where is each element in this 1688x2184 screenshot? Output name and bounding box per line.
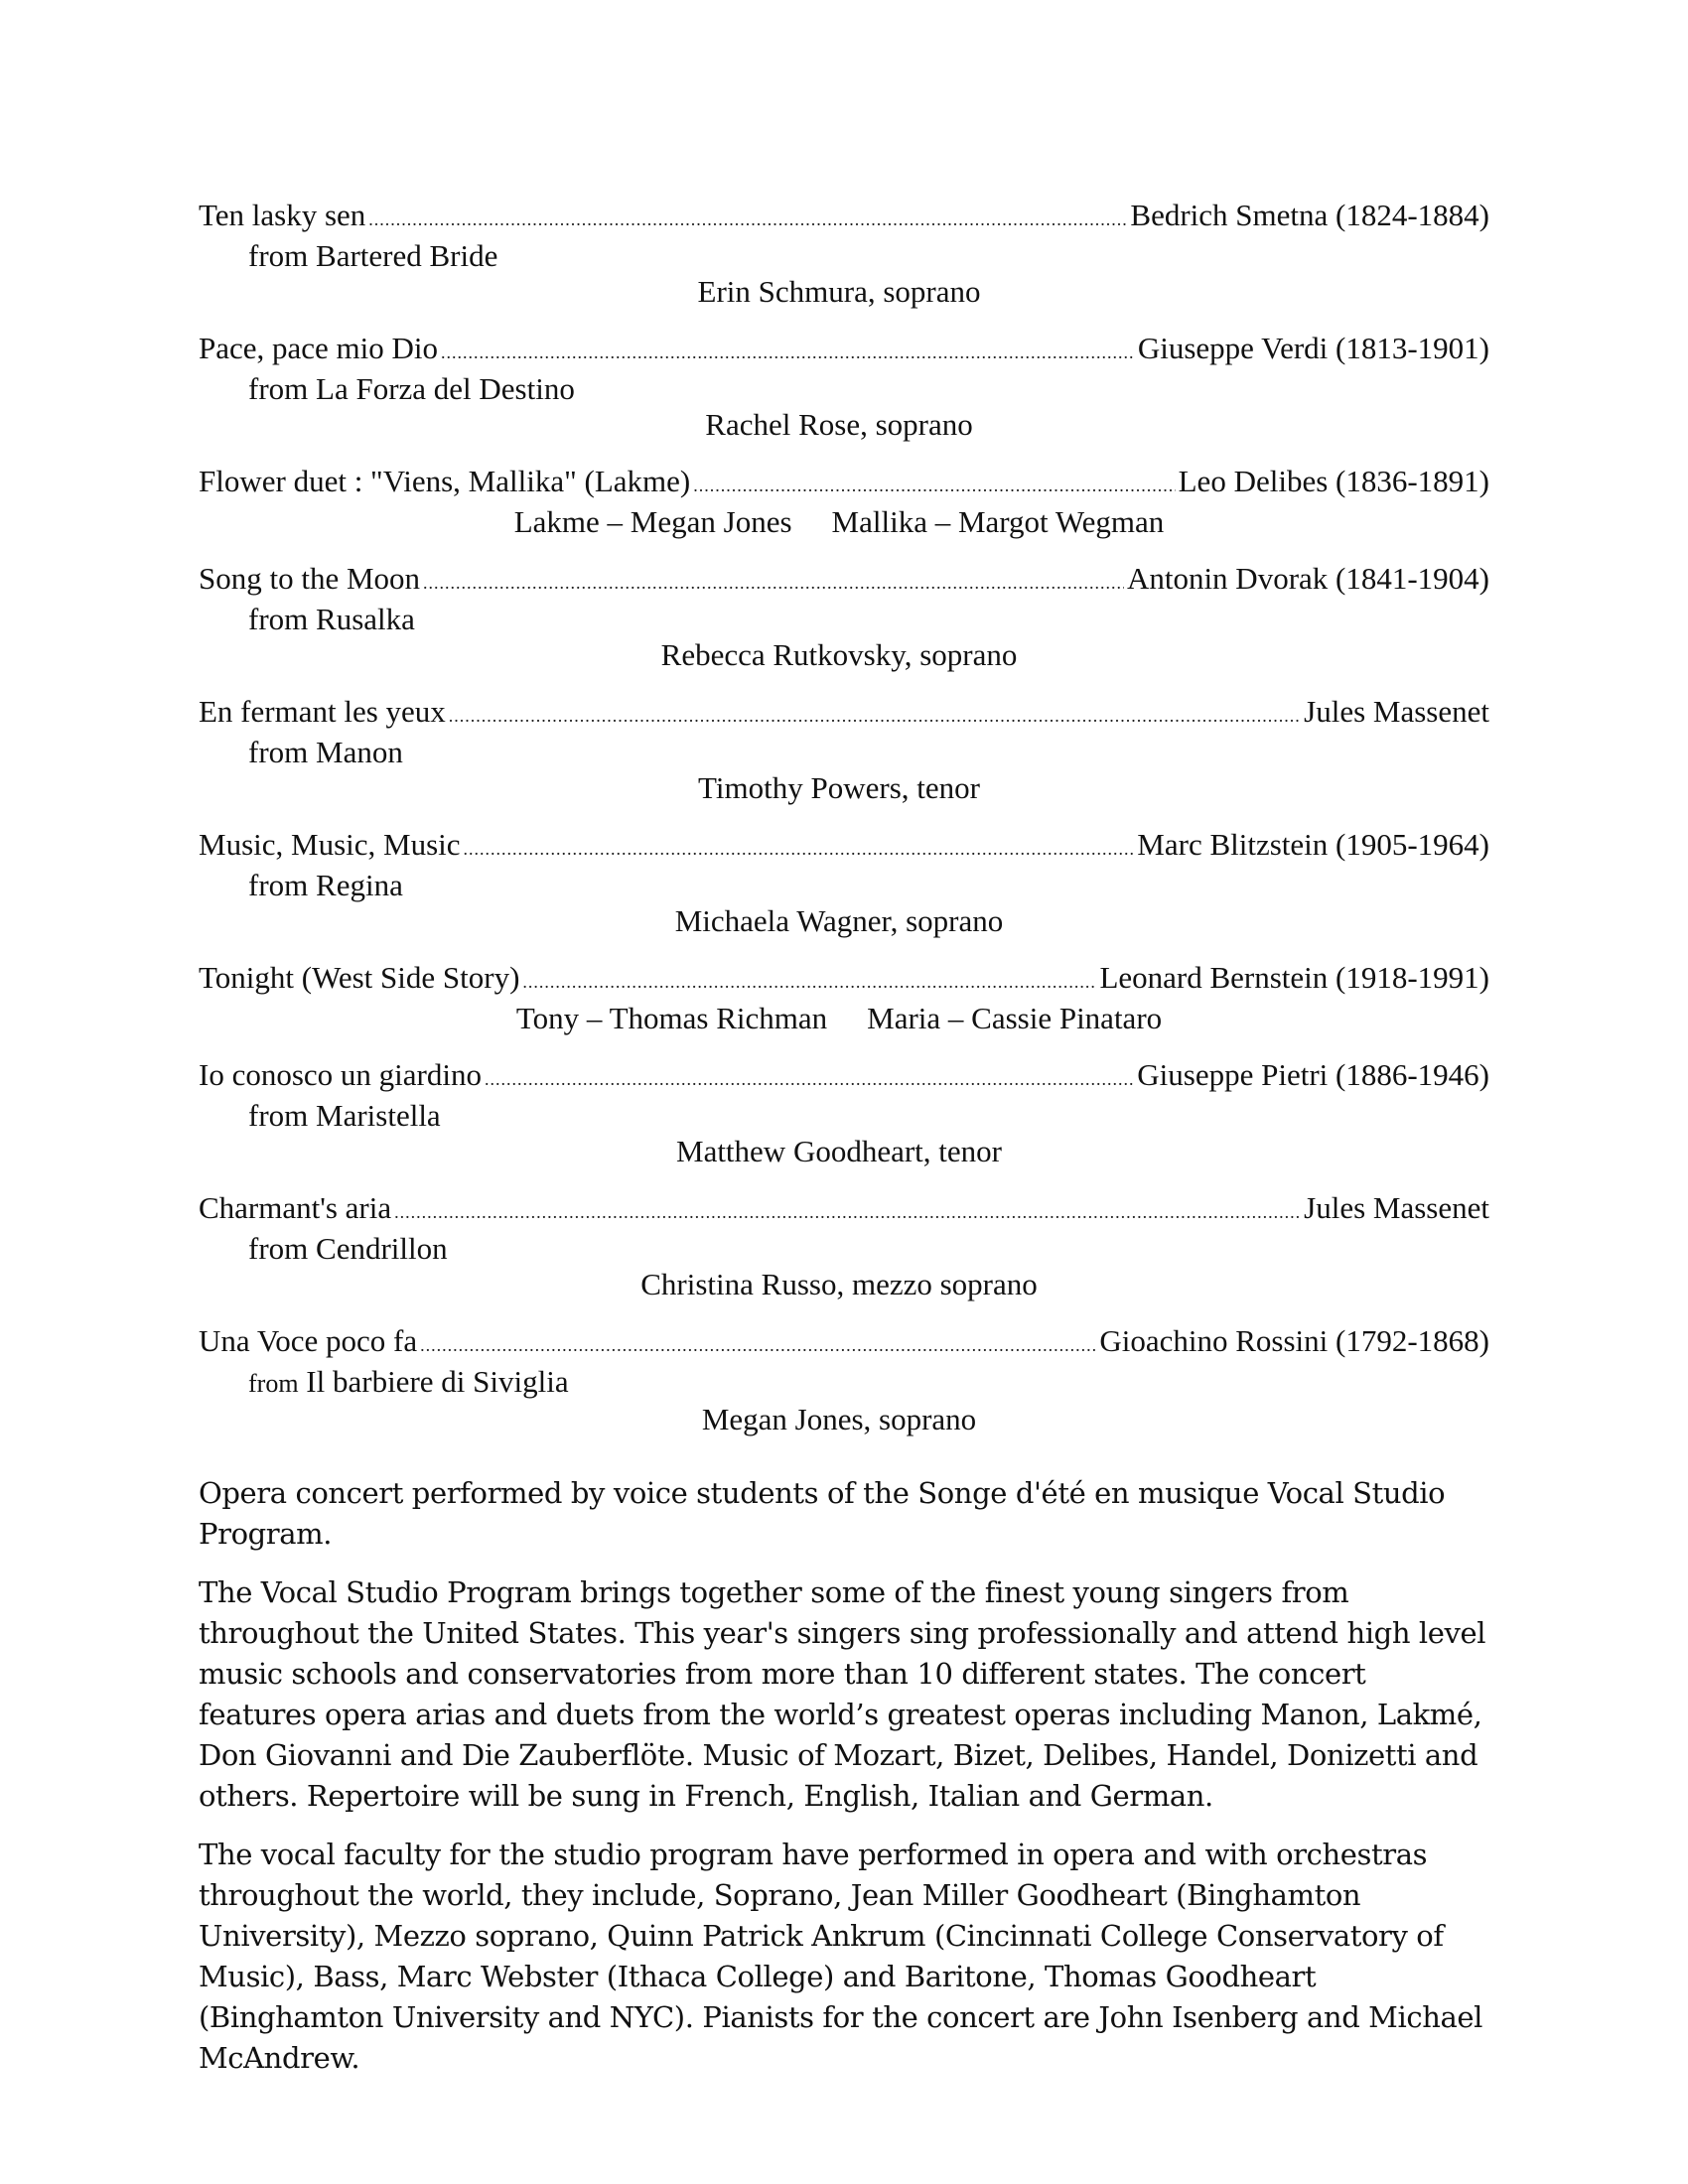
program-entry-line (199, 1189, 1489, 1231)
dot-leader (693, 468, 1175, 504)
source-work-line (199, 238, 1489, 274)
piece-title: Flower duet : "Viens, Mallika" (Lakme) (199, 464, 691, 498)
composer-name: Leonard Bernstein (1918-1991) (1099, 960, 1489, 995)
source-prefix: from (248, 735, 309, 769)
program-entry-line (199, 197, 1489, 238)
notes-paragraph: The Vocal Studio Program brings together some of the finest young singers from throughout the United States. This year's singers sing professionally and attend high level music schools and conservatories from more than 10 different states. The concert features opera arias and duets from the world’s greatest operas including Manon, Lakmé, Don Giovanni and Die Zauberflöte. Music of Mozart, Bizet, Delibes, Handel, Donizetti and others. Repertoire will be sung in French, English, Italian and German. (199, 1575, 1486, 1813)
source-prefix: from (248, 1231, 309, 1266)
source-work-line (199, 868, 1489, 903)
program-entry-line (199, 826, 1489, 868)
source-work: Rusalka (316, 602, 415, 636)
piece-title: Tonight (West Side Story) (199, 960, 520, 995)
performer-name: Erin Schmura, soprano (697, 274, 981, 309)
program-item (199, 1056, 1489, 1169)
dot-leader (464, 831, 1135, 868)
program-entry-line (199, 463, 1489, 504)
role-assignment: Tony – Thomas Richman (515, 1001, 828, 1035)
composer-name: Bedrich Smetna (1824-1884) (1130, 198, 1489, 232)
duet-roles (199, 1001, 1489, 1036)
performer-name: Megan Jones, soprano (701, 1402, 977, 1436)
program-entry-line (199, 959, 1489, 1001)
source-work-line (199, 602, 1489, 637)
dot-leader (485, 1061, 1134, 1098)
performer-name: Christina Russo, mezzo soprano (640, 1267, 1038, 1301)
source-work: Cendrillon (316, 1231, 448, 1266)
program-entry-line (199, 1322, 1489, 1364)
source-work: La Forza del Destino (316, 371, 575, 406)
program-item (199, 826, 1489, 939)
piece-title: Io conosco un giardino (199, 1057, 482, 1092)
composer-name: Leo Delibes (1836-1891) (1178, 464, 1489, 498)
source-prefix: from (248, 1369, 299, 1398)
source-work: Bartered Bride (316, 238, 498, 273)
composer-name: Marc Blitzstein (1905-1964) (1137, 827, 1489, 862)
performer-name: Michaela Wagner, soprano (674, 903, 1004, 938)
piece-title: En fermant les yeux (199, 694, 446, 729)
dot-leader (368, 202, 1127, 238)
role-assignment: Maria – Cassie Pinataro (867, 1001, 1163, 1035)
program-entry-line (199, 693, 1489, 735)
piece-title: Ten lasky sen (199, 198, 366, 232)
composer-name: Jules Massenet (1304, 694, 1489, 729)
source-work: Regina (316, 868, 403, 902)
program-item (199, 330, 1489, 443)
notes-paragraph: The vocal faculty for the studio program have performed in opera and with orchestras throughout the world, they include, Soprano, Jean Miller Goodheart (Binghamton University), Mezzo soprano, Quinn Patrick Ankrum (Cincinnati College Conservatory of Music), Bass, Marc Webster (Ithaca College) and Baritone, Thomas Goodheart (Binghamton University and NYC). Pianists for the concert are John Isenberg and Michael McAndrew. (199, 1838, 1482, 2075)
performer-name: Timothy Powers, tenor (698, 770, 980, 805)
source-work-line (199, 1364, 1489, 1402)
program-page (199, 197, 1489, 2097)
piece-title: Pace, pace mio Dio (199, 331, 439, 365)
dot-leader (420, 1327, 1096, 1364)
dot-leader (441, 335, 1135, 371)
performer-name: Matthew Goodheart, tenor (676, 1134, 1002, 1168)
program-item (199, 959, 1489, 1036)
notes-paragraph: Opera concert performed by voice students of the Songe d'été en musique Vocal Studio Program. (199, 1476, 1446, 1551)
piece-title: Song to the Moon (199, 561, 421, 596)
program-item (199, 463, 1489, 540)
program-item (199, 693, 1489, 806)
piece-title: Charmant's aria (199, 1190, 392, 1225)
source-prefix: from (248, 371, 309, 406)
program-item (199, 197, 1489, 310)
source-work-line (199, 371, 1489, 407)
composer-name: Antonin Dvorak (1841-1904) (1126, 561, 1489, 596)
composer-name: Jules Massenet (1304, 1190, 1489, 1225)
piece-title: Music, Music, Music (199, 827, 461, 862)
source-work-line (199, 1231, 1489, 1267)
performer-name: Rachel Rose, soprano (705, 407, 973, 442)
program-item (199, 1189, 1489, 1302)
source-prefix: from (248, 238, 309, 273)
source-work-line (199, 1098, 1489, 1134)
dot-leader (423, 565, 1124, 602)
dot-leader (522, 964, 1096, 1001)
source-work: Manon (316, 735, 403, 769)
program-entry-line (199, 330, 1489, 371)
source-work: Il barbiere di Siviglia (306, 1364, 569, 1399)
piece-title: Una Voce poco fa (199, 1323, 418, 1358)
program-entry-line (199, 560, 1489, 602)
program-list (199, 197, 1489, 1437)
dot-leader (394, 1194, 1301, 1231)
program-item (199, 1322, 1489, 1437)
program-item (199, 560, 1489, 673)
composer-name: Giuseppe Pietri (1886-1946) (1137, 1057, 1489, 1092)
composer-name: Giuseppe Verdi (1813-1901) (1137, 331, 1489, 365)
composer-name: Gioachino Rossini (1792-1868) (1099, 1323, 1489, 1358)
role-assignment: Mallika – Margot Wegman (831, 504, 1165, 539)
source-prefix: from (248, 602, 309, 636)
source-prefix: from (248, 868, 309, 902)
role-assignment: Lakme – Megan Jones (513, 504, 792, 539)
duet-roles (199, 504, 1489, 540)
program-entry-line (199, 1056, 1489, 1098)
dot-leader (449, 698, 1301, 735)
source-prefix: from (248, 1098, 309, 1133)
source-work-line (199, 735, 1489, 770)
program-notes (199, 1473, 1489, 2079)
performer-name: Rebecca Rutkovsky, soprano (660, 637, 1018, 672)
source-work: Maristella (316, 1098, 441, 1133)
